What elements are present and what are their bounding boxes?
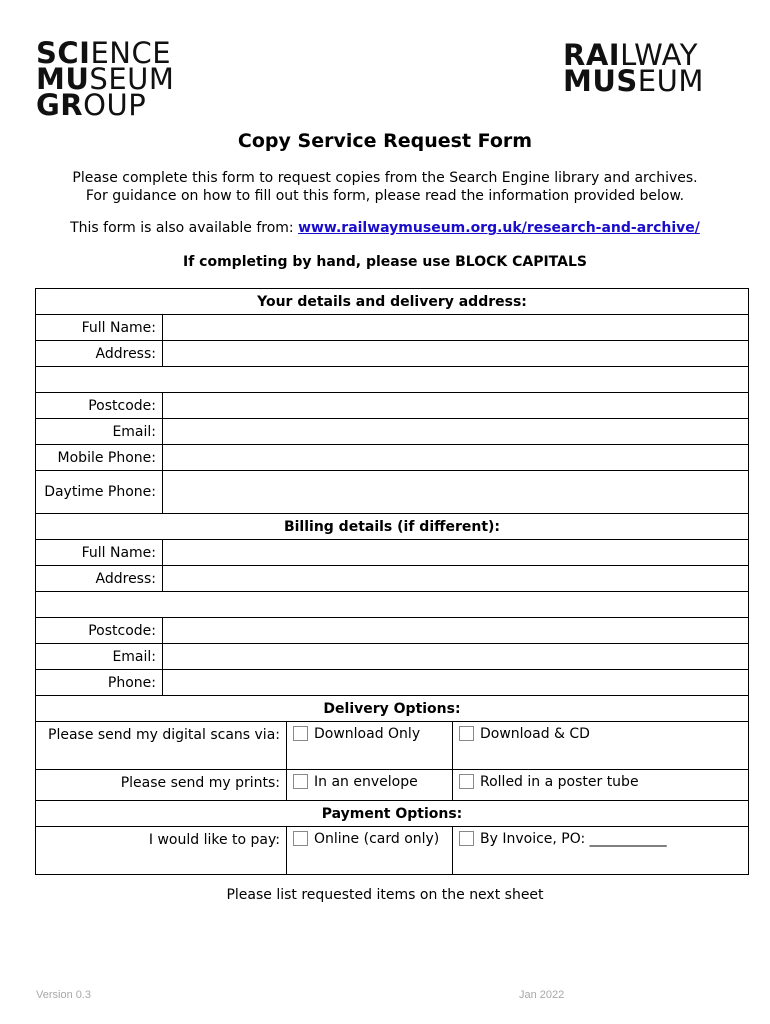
availability-text: This form is also available from:	[70, 220, 299, 236]
email-field[interactable]	[163, 419, 749, 445]
postcode-field[interactable]	[163, 393, 749, 419]
billing-email-field[interactable]	[163, 644, 749, 670]
mobile-phone-field[interactable]	[163, 445, 749, 471]
version-footer: Version 0.3	[36, 989, 92, 1001]
billing-phone-label: Phone:	[36, 670, 163, 696]
billing-full-name-field[interactable]	[163, 540, 749, 566]
block-capitals-note: If completing by hand, please use BLOCK CAPITALS	[183, 254, 587, 270]
request-form-table	[35, 288, 749, 875]
payment-label: I would like to pay:	[36, 827, 287, 875]
science-museum-group-logo: SCIENCE MUSEUM GROUP	[36, 36, 175, 122]
scans-download-cd-option[interactable]	[453, 722, 749, 770]
billing-postcode-field[interactable]	[163, 618, 749, 644]
scans-download-cd-checkbox[interactable]	[459, 726, 474, 741]
scans-label: Please send my digital scans via:	[36, 722, 287, 770]
payment-invoice-label: By Invoice, PO: ___________	[480, 831, 667, 847]
billing-address-field-line-2[interactable]	[36, 592, 749, 618]
your-details-heading: Your details and delivery address:	[36, 289, 749, 315]
billing-phone-field[interactable]	[163, 670, 749, 696]
next-sheet-note: Please list requested items on the next sheet	[226, 887, 544, 903]
availability-note	[0, 220, 770, 236]
date-footer: Jan 2022	[519, 989, 565, 1001]
address-field[interactable]	[163, 341, 749, 367]
daytime-phone-field[interactable]	[163, 471, 749, 514]
website-link[interactable]: www.railwaymuseum.org.uk/research-and-archive/	[298, 220, 700, 236]
daytime-phone-label: Daytime Phone:	[36, 471, 163, 514]
prints-envelope-label: In an envelope	[314, 774, 418, 790]
postcode-label: Postcode:	[36, 393, 163, 419]
payment-online-checkbox[interactable]	[293, 831, 308, 846]
scans-download-only-option[interactable]	[287, 722, 453, 770]
prints-envelope-checkbox[interactable]	[293, 774, 308, 789]
prints-tube-checkbox[interactable]	[459, 774, 474, 789]
email-label: Email:	[36, 419, 163, 445]
full-name-label: Full Name:	[36, 315, 163, 341]
prints-envelope-option[interactable]	[287, 770, 453, 801]
full-name-field[interactable]	[163, 315, 749, 341]
prints-label: Please send my prints:	[36, 770, 287, 801]
delivery-heading: Delivery Options:	[36, 696, 749, 722]
address-label: Address:	[36, 341, 163, 367]
page-title: Copy Service Request Form	[237, 130, 533, 152]
intro-line-1: Please complete this form to request copies from the Search Engine library and archives.	[72, 170, 698, 186]
address-field-line-2[interactable]	[36, 367, 749, 393]
payment-online-option[interactable]	[287, 827, 453, 875]
payment-heading: Payment Options:	[36, 801, 749, 827]
logo-science: ENCE	[90, 36, 172, 70]
prints-tube-option[interactable]	[453, 770, 749, 801]
billing-address-field[interactable]	[163, 566, 749, 592]
scans-download-only-checkbox[interactable]	[293, 726, 308, 741]
mobile-phone-label: Mobile Phone:	[36, 445, 163, 471]
billing-address-label: Address:	[36, 566, 163, 592]
billing-email-label: Email:	[36, 644, 163, 670]
billing-full-name-label: Full Name:	[36, 540, 163, 566]
payment-invoice-checkbox[interactable]	[459, 831, 474, 846]
payment-invoice-option[interactable]	[453, 827, 749, 875]
railway-museum-logo: RAILWAY MUSEUM	[563, 38, 704, 98]
scans-download-cd-label: Download & CD	[480, 726, 590, 742]
scans-download-only-label: Download Only	[314, 726, 421, 742]
payment-online-label: Online (card only)	[314, 831, 440, 847]
prints-tube-label: Rolled in a poster tube	[480, 774, 639, 790]
billing-heading: Billing details (if different):	[36, 514, 749, 540]
billing-postcode-label: Postcode:	[36, 618, 163, 644]
intro-line-2: For guidance on how to fill out this form, please read the information provided below.	[85, 188, 685, 204]
